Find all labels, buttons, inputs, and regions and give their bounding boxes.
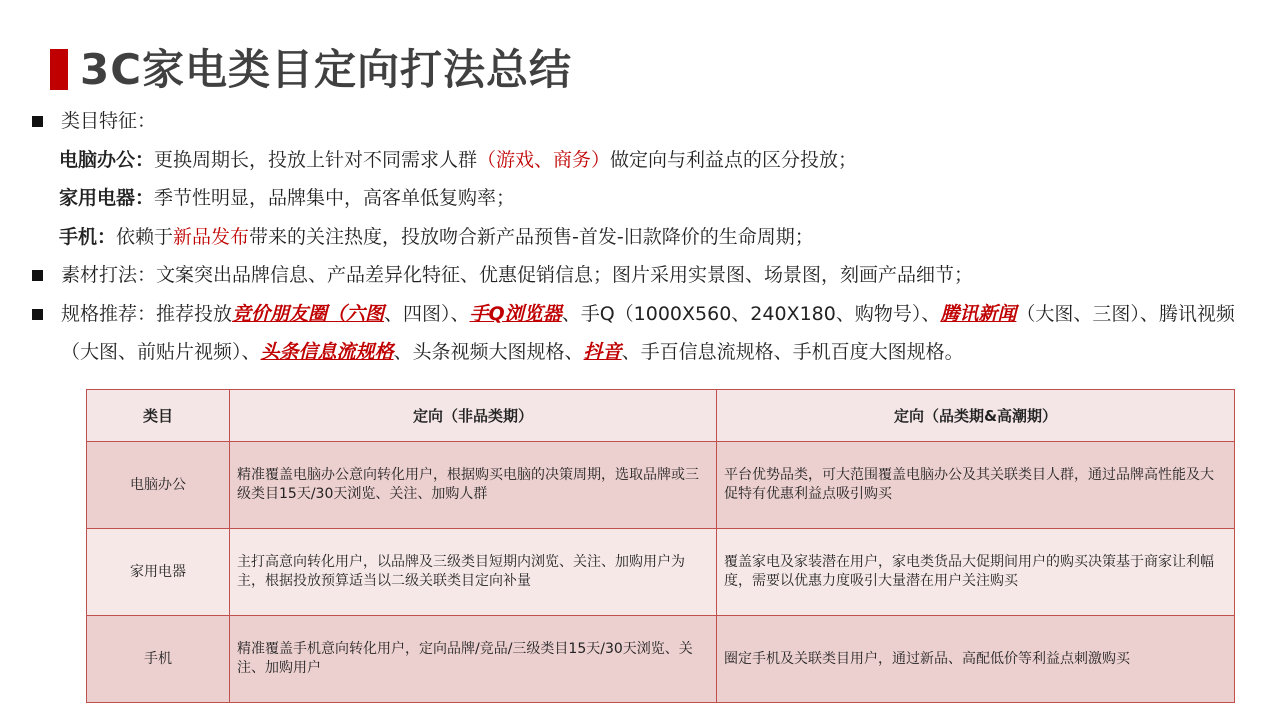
pc-line	[30, 141, 1255, 180]
page-title: 3C家电类目定向打法总结	[80, 45, 573, 94]
appliance-label: 家用电器：	[59, 187, 155, 209]
pc-highlight: （游戏、商务）	[477, 148, 611, 171]
row-non-peak: 主打高意向转化用户，以品牌及三级类目短期内浏览、关注、加购用户为主，根据投放预算适当以二级关联类目定向补量	[230, 529, 717, 616]
features-label: 类目特征：	[61, 110, 157, 132]
appliance-text: 季节性明显，品牌集中，高客单低复购率；	[154, 187, 516, 209]
spec-part: 、手百信息流规格、手机百度大图规格。	[621, 341, 964, 363]
phone-text-b: 带来的关注热度，投放吻合新产品预售-首发-旧款降价的生命周期；	[249, 225, 814, 248]
summary-content	[30, 102, 1255, 372]
table-row	[87, 616, 1235, 703]
phone-line	[30, 218, 1255, 257]
pc-label: 电脑办公：	[59, 148, 155, 171]
spec-highlight-tencent-news: 腾讯新闻	[940, 302, 1017, 325]
row-peak: 覆盖家电及家装潜在用户，家电类货品大促期间用户的购买决策基于商家让利幅度，需要以优惠力度吸引大量潜在用户关注购买	[717, 529, 1235, 616]
row-non-peak: 精准覆盖电脑办公意向转化用户，根据购买电脑的决策周期，选取品牌或三级类目15天/30天浏览、关注、加购人群	[230, 442, 717, 529]
spec-highlight-douyin: 抖音	[583, 341, 622, 363]
material-line	[30, 256, 1255, 295]
material-text: 素材打法：文案突出品牌信息、产品差异化特征、优惠促销信息；图片采用实景图、场景图，刻画产品细节；	[61, 264, 974, 286]
row-category: 手机	[87, 616, 230, 703]
row-peak: 平台优势品类，可大范围覆盖电脑办公及其关联类目人群，通过品牌高性能及大促特有优惠利益点吸引购买	[717, 442, 1235, 529]
spec-highlight-toutiao: 头条信息流规格	[260, 341, 394, 363]
phone-text-a: 依赖于	[116, 225, 174, 248]
spec-highlight-moments: 竞价朋友圈（六图	[232, 302, 385, 325]
row-non-peak: 精准覆盖手机意向转化用户，定向品牌/竞品/三级类目15天/30天浏览、关注、加购用户	[230, 616, 717, 703]
title-accent-bar	[50, 49, 68, 90]
features-line	[30, 102, 1255, 141]
spec-part: 、手Q（1000X560、240X180、购物号）、	[561, 302, 941, 325]
header-peak: 定向（品类期&高潮期）	[717, 390, 1235, 442]
spec-line	[30, 295, 1255, 372]
pc-text-b: 做定向与利益点的区分投放；	[610, 148, 858, 171]
spec-highlight-qq-browser: 手Q浏览器	[469, 302, 562, 325]
targeting-table	[86, 389, 1235, 703]
table-header-row	[87, 390, 1235, 442]
row-category: 电脑办公	[87, 442, 230, 529]
appliance-line	[30, 179, 1255, 218]
bullet-icon	[32, 116, 43, 127]
spec-part: （大图、三图）、腾讯视频（大图、前贴片视频）、	[61, 302, 1235, 363]
spec-part: 规格推荐：推荐投放	[61, 302, 233, 325]
table-row	[87, 442, 1235, 529]
bullet-icon	[32, 309, 43, 320]
header-category: 类目	[87, 390, 230, 442]
phone-highlight: 新品发布	[173, 225, 250, 248]
header-non-peak: 定向（非品类期）	[230, 390, 717, 442]
bullet-icon	[32, 270, 43, 281]
pc-text-a: 更换周期长，投放上针对不同需求人群	[154, 148, 478, 171]
table-row	[87, 529, 1235, 616]
row-category: 家用电器	[87, 529, 230, 616]
row-peak: 圈定手机及关联类目用户，通过新品、高配低价等利益点刺激购买	[717, 616, 1235, 703]
spec-part: 、四图）、	[384, 302, 470, 325]
spec-part: 、头条视频大图规格、	[393, 341, 584, 363]
spec-text	[61, 295, 1255, 372]
phone-label: 手机：	[59, 225, 117, 248]
